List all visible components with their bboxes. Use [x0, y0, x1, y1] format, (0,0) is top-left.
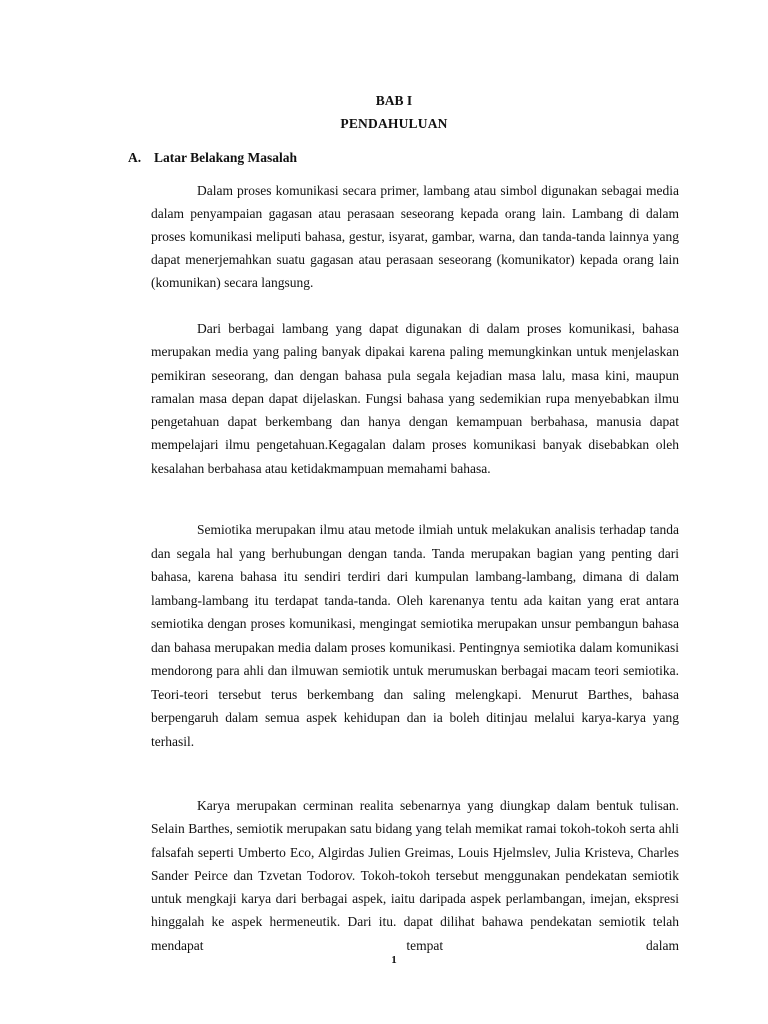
section-letter: A. — [128, 150, 142, 165]
page-number: 1 — [391, 954, 397, 966]
paragraph-1: Dalam proses komunikasi secara primer, lambang atau simbol digunakan sebagai media dalam penyampaian gagasan atau perasaan seseorang kepada orang lain. Lambang di dalam proses komunikasi meliputi bahasa, gestur, isyarat, gambar, warna, dan tanda-tanda lainnya yang dapat menerjemahkan suatu gagasan atau perasaan seseorang (komunikator) kepada orang lain (komunikan) secara langsung. — [151, 183, 679, 291]
paragraph-3: Semiotika merupakan ilmu atau metode ilmiah untuk melakukan analisis terhadap tanda dan segala hal yang berhubungan dengan tanda. Tanda merupakan bagian yang penting dari bahasa, karena bahasa itu sendiri terdiri dari kumpulan lambang-lambang, dimana di dalam lambang-lambang itu terdapat tanda-tanda. Oleh karenanya tentu ada kaitan yang erat antara semiotika dengan proses komunikasi, mengingat semiotika merupakan unsur pembangun bahasa dan bahasa merupakan media dalam proses komunikasi. Pentingnya semiotika dalam komunikasi mendorong para ahli dan ilmuwan semiotik untuk merumuskan berbagai macam teori semiotika. Teori-teori tersebut terus berkembang dan saling melengkapi. Menurut Barthes, bahasa berpengaruh dalam semua aspek kehidupan dan ia boleh ditinjau melalui karya-karya yang terhasil. — [151, 522, 679, 749]
chapter-label: BAB I — [375, 93, 413, 108]
paragraph-2: Dari berbagai lambang yang dapat digunakan di dalam proses komunikasi, bahasa merupakan media yang paling banyak dipakai karena paling memungkinkan untuk menjelaskan pemikiran seseorang, dan dengan bahasa pula segala kejadian masa lalu, masa kini, maupun ramalan masa depan dapat dijelaskan. Fungsi bahasa yang sedemikian rupa menyebabkan ilmu pengetahuan dapat berkembang dan hanya dengan kemampuan berbahasa, manusia dapat mempelajari ilmu pengetahuan.Kegagalan dalam proses komunikasi banyak disebabkan oleh kesalahan berbahasa atau ketidakmampuan memahami bahasa. — [151, 321, 679, 476]
paragraph-4: Karya merupakan cerminan realita sebenarnya yang diungkap dalam bentuk tulisan. Selain Barthes, semiotik merupakan satu bidang yang telah memikat ramai tokoh-tokoh serta ahli falsafah seperti Umberto Eco, Algirdas Julien Greimas, Louis Hjelmslev, Julia Kristeva, Charles Sander Peirce dan Tzvetan Todorov. Tokoh-tokoh tersebut menggunakan pendekatan semiotik untuk mengkaji karya dari berbagai aspek, iaitu daripada aspek perlambangan, imejan, ekspresi hinggalah ke aspek hermeneutik. Dari itu. dapat dilihat bahawa pendekatan semiotik telah mendapat tempat dalam — [151, 798, 679, 953]
section-title: Latar Belakang Masalah — [154, 150, 298, 165]
section-heading — [128, 150, 297, 166]
chapter-title: PENDAHULUAN — [340, 116, 448, 131]
